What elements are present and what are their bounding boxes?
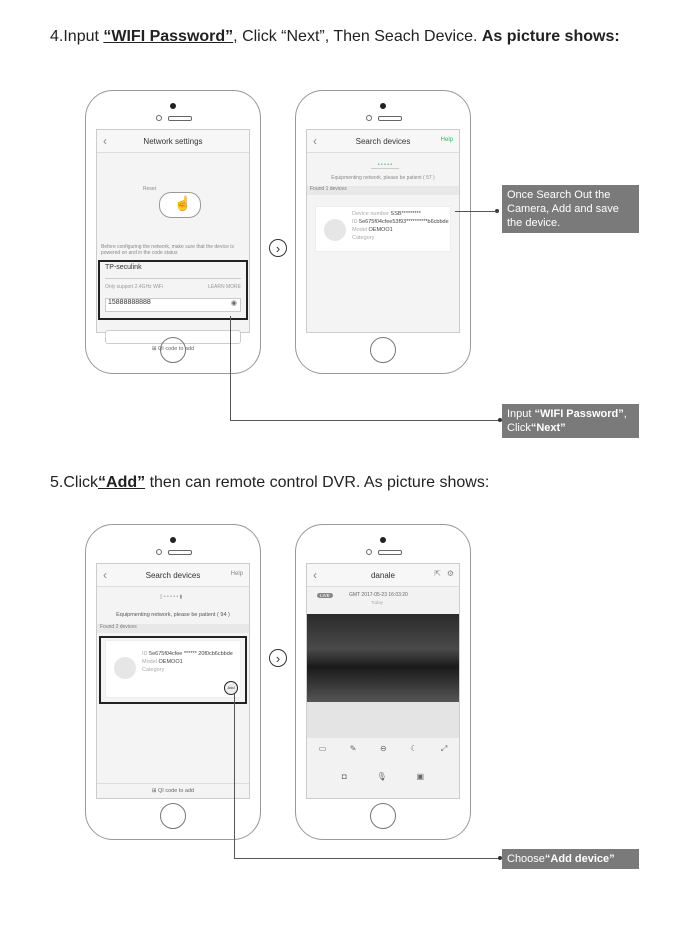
choose-add-callout — [502, 849, 639, 869]
phone-camera — [366, 115, 400, 120]
learn-more-link[interactable]: LEARN MORE — [207, 284, 241, 290]
today-label: Today — [371, 600, 384, 605]
device-category-row: Category — [142, 667, 165, 673]
phone-camera — [156, 115, 190, 120]
input-comma: , — [623, 408, 627, 420]
video-feed[interactable] — [307, 614, 459, 702]
phone-camera — [366, 549, 400, 554]
phone-network-settings — [85, 90, 261, 374]
pen-icon[interactable]: ✎ — [349, 744, 357, 753]
connector-horizontal — [234, 858, 500, 859]
reset-label: Reset — [143, 186, 157, 192]
step4-heading — [50, 28, 620, 46]
step4-bold: As picture shows: — [481, 28, 620, 45]
device-id-row: ID 5e675f04cfee ****** 20f0cb6cbbde — [142, 651, 233, 657]
camera-icon[interactable]: ◘ — [341, 772, 347, 781]
wifi-ssid-value: TP-seculink — [105, 264, 142, 271]
search-out-callout — [502, 185, 639, 233]
record-icon[interactable]: ▣ — [416, 772, 425, 781]
page-title: Network settings — [143, 136, 203, 146]
phone-search-devices — [295, 90, 471, 374]
phone-speaker — [380, 537, 386, 543]
page-title: danale — [370, 570, 396, 580]
back-icon[interactable]: ‹ — [313, 568, 317, 582]
input-prefix: Input — [507, 408, 535, 420]
choose-prefix: Choose — [507, 853, 545, 865]
connector-vertical — [234, 694, 235, 858]
device-number-row: Device number SSB********* — [352, 211, 421, 217]
back-icon[interactable]: ‹ — [103, 134, 107, 148]
microphone-icon[interactable]: 🎙 — [376, 772, 387, 781]
phone-speaker — [170, 103, 176, 109]
help-link[interactable]: Help — [440, 137, 453, 143]
screen — [96, 563, 250, 799]
progress-indicator: ▯ • • • • • ▮ — [159, 594, 183, 600]
back-icon[interactable]: ‹ — [313, 134, 317, 148]
screen — [96, 129, 250, 352]
found-label: Found 2 devices — [97, 624, 249, 633]
input-password-callout — [502, 404, 639, 438]
page-title: Search devices — [145, 570, 201, 580]
device-model-row: Model OEMOO1 — [142, 659, 183, 665]
step5-emph: “Add” — [98, 474, 146, 491]
device-model-row: Model OEMOO1 — [352, 227, 393, 233]
nav-bar — [97, 564, 249, 587]
step5-prefix: 5.Click — [50, 474, 99, 491]
chevron-right-icon: › — [269, 239, 287, 257]
home-button[interactable] — [370, 337, 396, 363]
home-button[interactable] — [370, 803, 396, 829]
device-card[interactable] — [315, 206, 451, 252]
screen — [306, 563, 460, 799]
connector-vertical — [230, 316, 231, 421]
qr-add-link[interactable] — [97, 783, 249, 794]
gear-icon[interactable]: ⚙ — [446, 569, 454, 578]
device-card[interactable] — [105, 640, 241, 698]
nav-bar — [307, 564, 459, 587]
screen — [306, 129, 460, 333]
phone-live-view — [295, 524, 471, 840]
connector-horizontal — [230, 420, 500, 421]
wifi-password-field[interactable] — [105, 298, 241, 312]
progress-text: Equipmenting network, please be patient ( 94 ) — [116, 612, 230, 618]
device-avatar — [324, 219, 346, 241]
help-link[interactable]: Help — [230, 571, 243, 577]
back-icon[interactable]: ‹ — [103, 568, 107, 582]
qr-label: QI code to add — [158, 346, 195, 352]
qr-label: QI code to add — [158, 788, 195, 794]
click-prefix: Click — [507, 422, 531, 434]
device-category-row: Category — [352, 235, 375, 241]
step5-heading — [50, 474, 489, 492]
callout-line — [455, 211, 498, 212]
step4-middle: , Click “Next”, Then Seach Device. — [233, 28, 482, 45]
night-mode-icon[interactable]: ☾ — [410, 744, 418, 753]
home-button[interactable] — [160, 337, 186, 363]
search-out-text: Once Search Out the Camera, Add and save the device. — [507, 189, 619, 229]
step4-emph: “WIFI Password” — [103, 28, 234, 45]
eye-icon[interactable]: ◉ — [230, 300, 237, 307]
device-id-row: ID 5e675f04cfee53f93**********b6cbbde — [352, 219, 449, 225]
hand-pointer-icon: ☝ — [174, 195, 192, 211]
timestamp: GMT 2017-05-23 16:03:20 — [349, 592, 408, 598]
support-text: Only support 2.4GHz WiFi — [105, 284, 164, 290]
choose-bold: “Add device” — [544, 853, 615, 865]
chevron-right-icon: › — [269, 649, 287, 667]
input-bold: “WIFI Password” — [534, 408, 624, 420]
share-icon[interactable]: ⇱ — [434, 569, 441, 578]
video-blank — [307, 702, 459, 738]
step4-prefix: 4.Input — [50, 28, 104, 45]
control-icon-row — [307, 744, 459, 754]
qr-icon: ⊞ — [151, 788, 157, 794]
progress-text: Equipmenting network, please be patient ( 57 ) — [331, 175, 435, 181]
home-button[interactable] — [160, 803, 186, 829]
step5-rest: then can remote control DVR. As picture shows: — [145, 474, 490, 491]
found-label: Found 1 devices — [307, 186, 459, 195]
add-device-button[interactable]: Add — [224, 681, 238, 695]
phone-camera — [156, 549, 190, 554]
phone-speaker — [170, 537, 176, 543]
quality-icon[interactable]: ▭ — [318, 744, 327, 753]
qr-icon: ⊞ — [151, 346, 157, 352]
page-title: Search devices — [355, 136, 411, 146]
phone-speaker — [380, 103, 386, 109]
click-bold: “Next” — [530, 422, 566, 434]
network-hint: Before configuring the network, make sure that the device is powered on and in the code status — [101, 244, 234, 256]
progress-indicator: • • • • • — [371, 162, 399, 169]
device-avatar — [114, 657, 136, 679]
wifi-support-note — [105, 284, 163, 290]
wifi-password-value: 15888888888 — [108, 299, 151, 306]
nav-bar — [97, 130, 249, 153]
nav-bar — [307, 130, 459, 153]
reset-illustration — [159, 192, 201, 218]
live-badge: LIVE — [317, 593, 333, 598]
zoom-out-icon[interactable]: ⊖ — [379, 744, 387, 753]
wifi-ssid-field[interactable] — [105, 264, 241, 279]
fullscreen-icon[interactable]: ⤢ — [440, 744, 448, 753]
action-icon-row — [307, 772, 459, 781]
